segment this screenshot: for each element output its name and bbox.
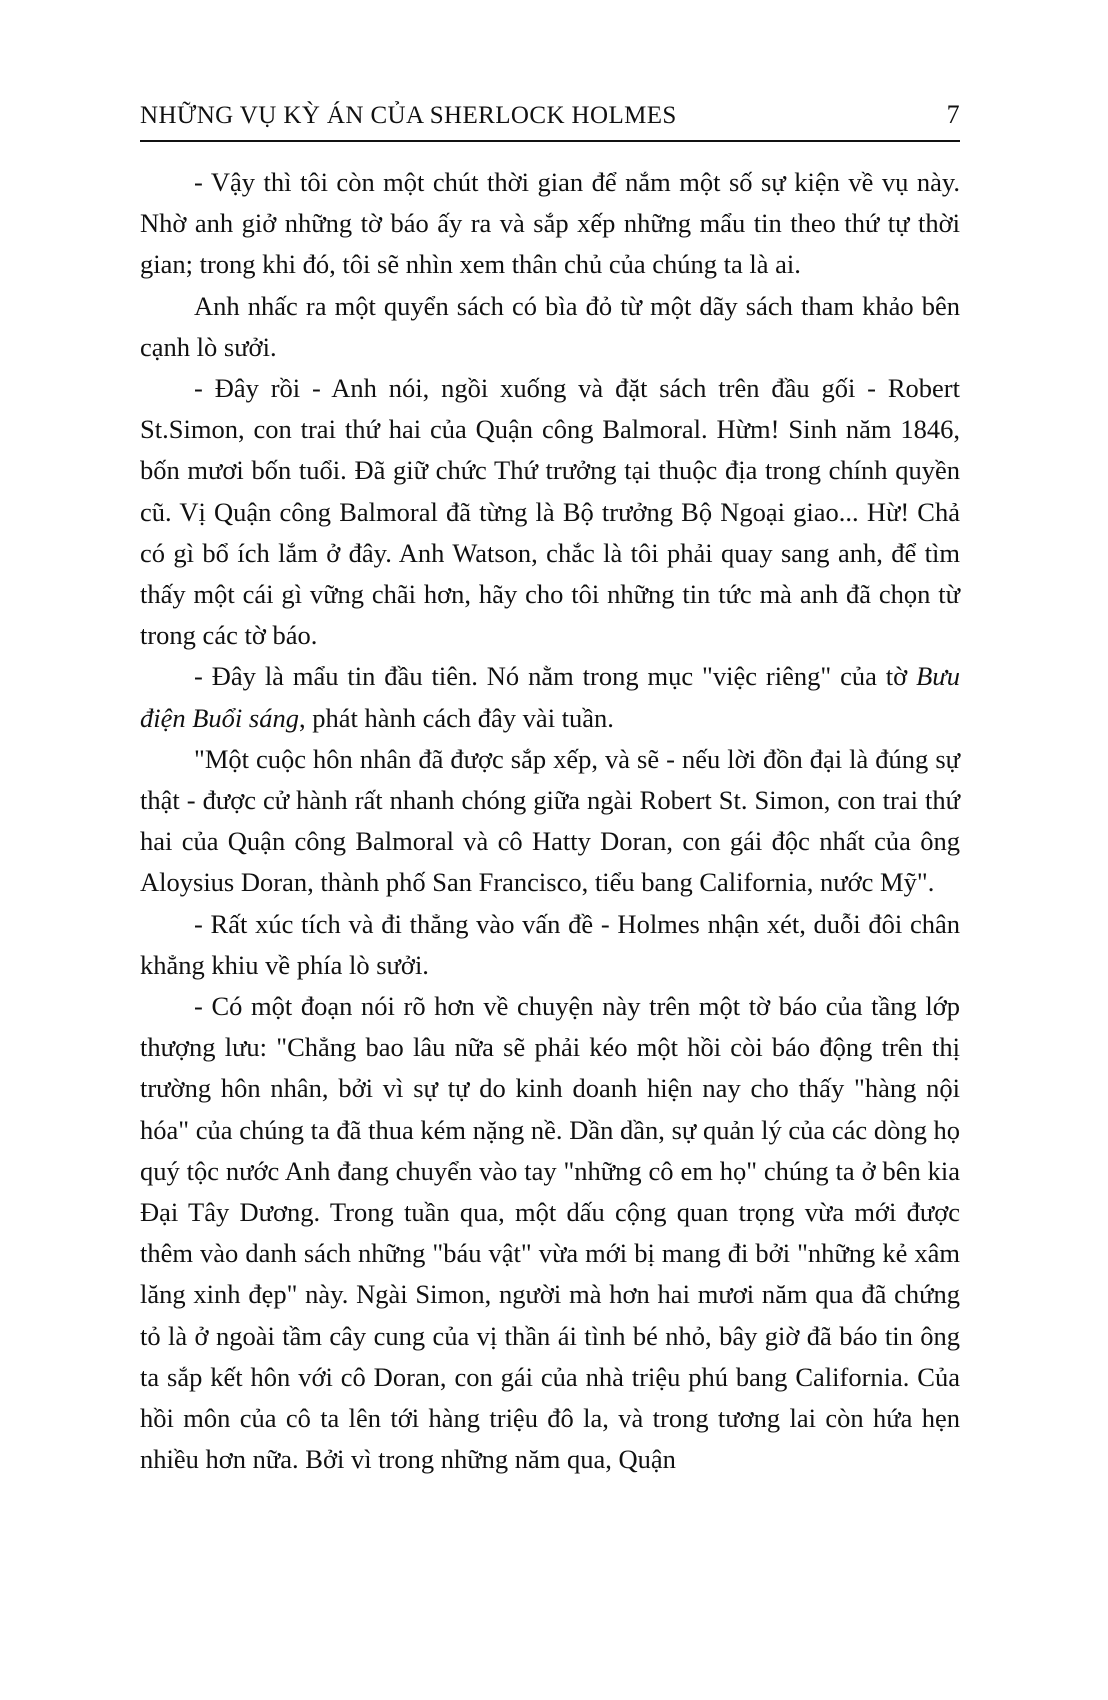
page-content [140, 100, 960, 1481]
newspaper-title: Bưu điện Buổi sáng [140, 661, 960, 733]
page-number: 7 [946, 100, 960, 129]
header-divider [140, 140, 960, 142]
paragraph-quote-marriage: "Một cuộc hôn nhân đã được sắp xếp, và sẽ - nếu lời đồn đại là đúng sự thật - được cử hành rất nhanh chóng giữa ngài Robert St. Simon, con trai thứ hai của Quận công Balmoral và cô Hatty Doran, con gái độc nhất của ông Aloysius Doran, thành phố San Francisco, tiểu bang California, nước Mỹ". [140, 743, 960, 898]
paragraph: - Rất xúc tích và đi thẳng vào vấn đề - Holmes nhận xét, duỗi đôi chân khẳng khiu về phía lò sưởi. [140, 908, 960, 980]
paragraph: Anh nhấc ra một quyển sách có bìa đỏ từ một dãy sách tham khảo bên cạnh lò sưởi. [140, 290, 960, 362]
news-intro-tail: , phát hành cách đây vài tuần. [299, 702, 614, 733]
paragraph-news-intro [140, 656, 960, 738]
paragraph: - Vậy thì tôi còn một chút thời gian để nắm một số sự kiện về vụ này. Nhờ anh giở những tờ báo ấy ra và sắp xếp những mẩu tin theo thứ tự thời gian; trong khi đó, tôi sẽ nhìn xem thân chủ của chúng ta là ai. [140, 167, 960, 280]
paragraph-long-article: - Có một đoạn nói rõ hơn về chuyện này trên một tờ báo của tầng lớp thượng lưu: "Chẳng bao lâu nữa sẽ phải kéo một hồi còi báo động trên thị trường hôn nhân, bởi vì sự tự do kinh doanh hiện nay cho thấy "hàng nội hóa" của chúng ta đã thua kém nặng nề. Dần dần, sự quản lý của các dòng họ quý tộc nước Anh đang chuyển vào tay "những cô em họ" chúng ta ở bên kia Đại Tây Dương. Trong tuần qua, một dấu cộng quan trọng vừa mới được thêm vào danh sách những "báu vật" vừa mới bị mang đi bởi "những kẻ xâm lăng xinh đẹp" này. Ngài Simon, người mà hơn hai mươi năm qua đã chứng tỏ là ở ngoài tầm cây cung của vị thần ái tình bé nhỏ, bây giờ đã báo tin ông ta sắp kết hôn với cô Doran, con gái của nhà triệu phú bang California. Của hồi môn của cô ta lên tới hàng triệu đô la, và trong tương lai còn hứa hẹn nhiều hơn nữa. Bởi vì trong những năm qua, Quận [140, 991, 960, 1475]
paragraph: - Đây rồi - Anh nói, ngồi xuống và đặt sách trên đầu gối - Robert St.Simon, con trai thứ hai của Quận công Balmoral. Hừm! Sinh năm 1846, bốn mươi bốn tuổi. Đã giữ chức Thứ trưởng tại thuộc địa trong chính quyền cũ. Vị Quận công Balmoral đã từng là Bộ trưởng Bộ Ngoại giao... Hừ! Chả có gì bổ ích lắm ở đây. Anh Watson, chắc là tôi phải quay sang anh, để tìm thấy một cái gì vững chãi hơn, hãy cho tôi những tin tức mà anh đã chọn từ trong các tờ báo. [140, 373, 960, 651]
body-text [140, 162, 960, 1481]
running-head-title: NHỮNG VỤ KỲ ÁN CỦA SHERLOCK HOLMES [140, 102, 677, 129]
page-header [140, 100, 960, 130]
news-intro-lead: - Đây là mẩu tin đầu tiên. Nó nằm trong mục "việc riêng" của tờ [194, 661, 917, 692]
